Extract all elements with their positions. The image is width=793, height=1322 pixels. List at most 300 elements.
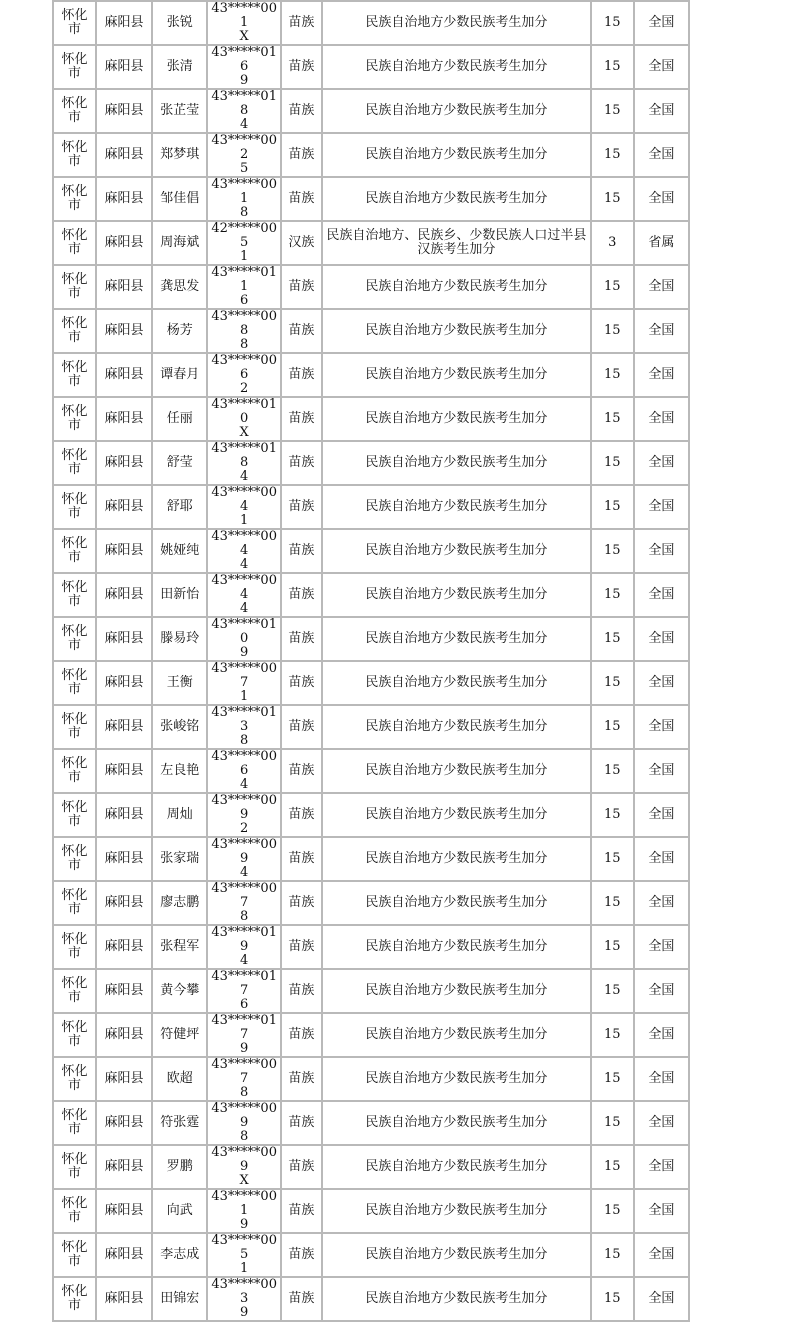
id-line-1: 43*****001 — [211, 1, 277, 30]
county-cell: 麻阳县 — [96, 925, 152, 969]
id-cell — [207, 309, 281, 353]
scope-cell: 全国 — [634, 705, 689, 749]
id-cell — [207, 441, 281, 485]
scope-cell: 全国 — [634, 1233, 689, 1277]
city-line-2: 市 — [67, 242, 81, 257]
name-cell: 郑梦琪 — [152, 133, 207, 177]
city-line-2: 市 — [67, 1254, 81, 1269]
table-row — [53, 573, 689, 617]
id-line-2: 1 — [240, 249, 249, 264]
scope-cell: 全国 — [634, 1057, 689, 1101]
points-cell: 3 — [591, 221, 634, 265]
city-line-2: 市 — [67, 858, 81, 873]
city-line-2: 市 — [67, 1298, 81, 1313]
name-cell: 邹佳倡 — [152, 177, 207, 221]
city-line-2: 市 — [67, 814, 81, 829]
id-line-1: 43*****007 — [211, 1057, 277, 1086]
bonus-item-cell: 民族自治地方少数民族考生加分 — [322, 573, 591, 617]
city-cell — [53, 837, 96, 881]
city-cell — [53, 89, 96, 133]
id-cell — [207, 1013, 281, 1057]
points-cell: 15 — [591, 617, 634, 661]
id-cell — [207, 705, 281, 749]
ethnicity-cell: 苗族 — [281, 265, 322, 309]
id-line-2: 9 — [240, 73, 249, 88]
table-row — [53, 45, 689, 89]
ethnicity-cell: 苗族 — [281, 969, 322, 1013]
scope-cell: 全国 — [634, 749, 689, 793]
city-line-2: 市 — [67, 726, 81, 741]
id-line-2: 8 — [240, 205, 249, 220]
scope-cell: 全国 — [634, 89, 689, 133]
name-cell: 张峻铭 — [152, 705, 207, 749]
city-line-2: 市 — [67, 330, 81, 345]
county-cell: 麻阳县 — [96, 89, 152, 133]
id-line-2: 2 — [240, 821, 249, 836]
bonus-item-cell: 民族自治地方少数民族考生加分 — [322, 265, 591, 309]
city-line-1: 怀化 — [61, 1240, 88, 1255]
bonus-item-cell: 民族自治地方少数民族考生加分 — [322, 749, 591, 793]
city-line-1: 怀化 — [61, 888, 88, 903]
bonus-item-cell: 民族自治地方少数民族考生加分 — [322, 705, 591, 749]
bonus-item-cell: 民族自治地方少数民族考生加分 — [322, 89, 591, 133]
table-row — [53, 177, 689, 221]
county-cell: 麻阳县 — [96, 265, 152, 309]
name-cell: 符张霆 — [152, 1101, 207, 1145]
id-line-1: 43*****019 — [211, 925, 277, 954]
points-cell: 15 — [591, 309, 634, 353]
name-cell: 舒莹 — [152, 441, 207, 485]
id-cell — [207, 353, 281, 397]
id-cell — [207, 89, 281, 133]
ethnicity-cell: 苗族 — [281, 925, 322, 969]
ethnicity-cell: 苗族 — [281, 1101, 322, 1145]
ethnicity-cell: 苗族 — [281, 1145, 322, 1189]
county-cell: 麻阳县 — [96, 1233, 152, 1277]
county-cell: 麻阳县 — [96, 441, 152, 485]
scope-cell: 全国 — [634, 441, 689, 485]
county-cell: 麻阳县 — [96, 1189, 152, 1233]
city-cell — [53, 881, 96, 925]
id-line-1: 43*****001 — [211, 1189, 277, 1218]
id-line-2: 5 — [240, 161, 249, 176]
table-row — [53, 705, 689, 749]
points-cell: 15 — [591, 1277, 634, 1321]
county-cell: 麻阳县 — [96, 881, 152, 925]
city-line-1: 怀化 — [61, 1284, 88, 1299]
city-cell — [53, 1, 96, 45]
table-row — [53, 441, 689, 485]
ethnicity-cell: 苗族 — [281, 881, 322, 925]
id-line-2: 8 — [240, 733, 249, 748]
scope-cell: 全国 — [634, 1101, 689, 1145]
scope-cell: 全国 — [634, 1, 689, 45]
id-cell — [207, 485, 281, 529]
id-line-2: 8 — [240, 337, 249, 352]
city-cell — [53, 265, 96, 309]
name-cell: 王衡 — [152, 661, 207, 705]
table-row — [53, 89, 689, 133]
points-cell: 15 — [591, 1, 634, 45]
city-cell — [53, 969, 96, 1013]
county-cell: 麻阳县 — [96, 45, 152, 89]
table-row — [53, 617, 689, 661]
id-line-1: 43*****017 — [211, 969, 277, 998]
id-cell — [207, 969, 281, 1013]
table-row — [53, 925, 689, 969]
id-cell — [207, 1101, 281, 1145]
id-line-1: 43*****004 — [211, 529, 277, 558]
bonus-item-cell: 民族自治地方少数民族考生加分 — [322, 969, 591, 1013]
points-cell: 15 — [591, 925, 634, 969]
table-row — [53, 1101, 689, 1145]
ethnicity-cell: 苗族 — [281, 661, 322, 705]
points-cell: 15 — [591, 837, 634, 881]
table-row — [53, 793, 689, 837]
table-row — [53, 353, 689, 397]
table-row — [53, 221, 689, 265]
city-line-1: 怀化 — [61, 668, 88, 683]
city-line-1: 怀化 — [61, 492, 88, 507]
name-cell: 周灿 — [152, 793, 207, 837]
points-cell: 15 — [591, 265, 634, 309]
county-cell: 麻阳县 — [96, 485, 152, 529]
city-line-1: 怀化 — [61, 1020, 88, 1035]
bonus-item-cell: 民族自治地方少数民族考生加分 — [322, 353, 591, 397]
points-cell: 15 — [591, 1189, 634, 1233]
city-cell — [53, 793, 96, 837]
id-line-2: 9 — [240, 1041, 249, 1056]
id-line-2: 1 — [240, 1261, 249, 1276]
scope-cell: 全国 — [634, 661, 689, 705]
table-row — [53, 661, 689, 705]
city-cell — [53, 1189, 96, 1233]
name-cell: 张清 — [152, 45, 207, 89]
city-line-2: 市 — [67, 1078, 81, 1093]
bonus-item-cell: 民族自治地方少数民族考生加分 — [322, 1189, 591, 1233]
points-cell: 15 — [591, 45, 634, 89]
table-row — [53, 309, 689, 353]
points-cell: 15 — [591, 529, 634, 573]
city-line-2: 市 — [67, 550, 81, 565]
city-line-1: 怀化 — [61, 184, 88, 199]
scope-cell: 全国 — [634, 177, 689, 221]
id-line-1: 43*****008 — [211, 309, 277, 338]
ethnicity-cell: 苗族 — [281, 1233, 322, 1277]
table-row — [53, 837, 689, 881]
county-cell: 麻阳县 — [96, 1013, 152, 1057]
bonus-item-cell: 民族自治地方少数民族考生加分 — [322, 925, 591, 969]
id-line-2: 8 — [240, 1085, 249, 1100]
city-line-1: 怀化 — [61, 1108, 88, 1123]
id-line-1: 43*****010 — [211, 617, 277, 646]
city-line-2: 市 — [67, 1166, 81, 1181]
ethnicity-cell: 苗族 — [281, 485, 322, 529]
bonus-item-cell: 民族自治地方少数民族考生加分 — [322, 309, 591, 353]
ethnicity-cell: 苗族 — [281, 793, 322, 837]
points-cell: 15 — [591, 1233, 634, 1277]
city-line-1: 怀化 — [61, 1152, 88, 1167]
county-cell: 麻阳县 — [96, 661, 152, 705]
id-line-2: 4 — [240, 557, 249, 572]
county-cell: 麻阳县 — [96, 573, 152, 617]
bonus-item-cell: 民族自治地方少数民族考生加分 — [322, 1057, 591, 1101]
bonus-item-cell: 民族自治地方少数民族考生加分 — [322, 133, 591, 177]
county-cell: 麻阳县 — [96, 529, 152, 573]
id-line-1: 43*****002 — [211, 133, 277, 162]
bonus-item-cell: 民族自治地方少数民族考生加分 — [322, 1277, 591, 1321]
county-cell: 麻阳县 — [96, 221, 152, 265]
id-line-2: 9 — [240, 1305, 249, 1320]
scope-cell: 省属 — [634, 221, 689, 265]
id-cell — [207, 661, 281, 705]
scope-cell: 全国 — [634, 265, 689, 309]
id-line-2: X — [239, 1173, 249, 1188]
table-body — [53, 1, 689, 1321]
name-cell: 龚思发 — [152, 265, 207, 309]
points-cell: 15 — [591, 133, 634, 177]
scope-cell: 全国 — [634, 1013, 689, 1057]
city-line-2: 市 — [67, 1034, 81, 1049]
table-row — [53, 1189, 689, 1233]
id-cell — [207, 749, 281, 793]
id-line-1: 43*****003 — [211, 1277, 277, 1306]
ethnicity-cell: 苗族 — [281, 837, 322, 881]
city-line-1: 怀化 — [61, 712, 88, 727]
city-line-1: 怀化 — [61, 316, 88, 331]
id-line-1: 43*****007 — [211, 881, 277, 910]
bonus-item-cell: 民族自治地方少数民族考生加分 — [322, 529, 591, 573]
id-line-1: 43*****010 — [211, 397, 277, 426]
name-cell: 舒耶 — [152, 485, 207, 529]
scope-cell: 全国 — [634, 617, 689, 661]
roster-sheet — [52, 0, 690, 1322]
name-cell: 周海斌 — [152, 221, 207, 265]
table-row — [53, 749, 689, 793]
ethnicity-cell: 苗族 — [281, 1277, 322, 1321]
city-line-1: 怀化 — [61, 52, 88, 67]
points-cell: 15 — [591, 1101, 634, 1145]
name-cell: 谭春月 — [152, 353, 207, 397]
id-cell — [207, 793, 281, 837]
city-line-2: 市 — [67, 418, 81, 433]
id-cell — [207, 221, 281, 265]
name-cell: 向武 — [152, 1189, 207, 1233]
city-cell — [53, 45, 96, 89]
points-cell: 15 — [591, 485, 634, 529]
bonus-item-cell: 民族自治地方少数民族考生加分 — [322, 1233, 591, 1277]
id-line-2: 2 — [240, 381, 249, 396]
ethnicity-cell: 苗族 — [281, 177, 322, 221]
id-cell — [207, 837, 281, 881]
bonus-item-cell: 民族自治地方少数民族考生加分 — [322, 397, 591, 441]
city-cell — [53, 1057, 96, 1101]
bonus-item-cell: 民族自治地方少数民族考生加分 — [322, 1, 591, 45]
bonus-item-cell: 民族自治地方少数民族考生加分 — [322, 881, 591, 925]
city-cell — [53, 925, 96, 969]
id-line-2: 4 — [240, 117, 249, 132]
points-cell: 15 — [591, 1013, 634, 1057]
county-cell: 麻阳县 — [96, 309, 152, 353]
id-line-1: 43*****001 — [211, 177, 277, 206]
city-line-2: 市 — [67, 66, 81, 81]
id-line-2: 9 — [240, 1217, 249, 1232]
county-cell: 麻阳县 — [96, 397, 152, 441]
city-cell — [53, 1101, 96, 1145]
city-cell — [53, 617, 96, 661]
id-cell — [207, 397, 281, 441]
points-cell: 15 — [591, 89, 634, 133]
id-cell — [207, 133, 281, 177]
name-cell: 张锐 — [152, 1, 207, 45]
id-cell — [207, 1, 281, 45]
name-cell: 张程军 — [152, 925, 207, 969]
bonus-item-cell: 民族自治地方少数民族考生加分 — [322, 793, 591, 837]
id-line-1: 43*****009 — [211, 1145, 277, 1174]
city-line-2: 市 — [67, 946, 81, 961]
points-cell: 15 — [591, 661, 634, 705]
county-cell: 麻阳县 — [96, 969, 152, 1013]
scope-cell: 全国 — [634, 837, 689, 881]
city-line-2: 市 — [67, 1122, 81, 1137]
bonus-item-cell: 民族自治地方少数民族考生加分 — [322, 45, 591, 89]
table-row — [53, 1145, 689, 1189]
ethnicity-cell: 苗族 — [281, 705, 322, 749]
name-cell: 罗鹏 — [152, 1145, 207, 1189]
city-line-1: 怀化 — [61, 536, 88, 551]
county-cell: 麻阳县 — [96, 793, 152, 837]
city-cell — [53, 1233, 96, 1277]
county-cell: 麻阳县 — [96, 837, 152, 881]
county-cell: 麻阳县 — [96, 705, 152, 749]
table-row — [53, 1277, 689, 1321]
city-line-1: 怀化 — [61, 448, 88, 463]
city-line-2: 市 — [67, 286, 81, 301]
name-cell: 李志成 — [152, 1233, 207, 1277]
scope-cell: 全国 — [634, 529, 689, 573]
county-cell: 麻阳县 — [96, 1057, 152, 1101]
city-line-1: 怀化 — [61, 96, 88, 111]
county-cell: 麻阳县 — [96, 177, 152, 221]
city-line-1: 怀化 — [61, 404, 88, 419]
table-row — [53, 1, 689, 45]
scope-cell: 全国 — [634, 397, 689, 441]
city-line-2: 市 — [67, 594, 81, 609]
name-cell: 杨芳 — [152, 309, 207, 353]
city-line-2: 市 — [67, 1210, 81, 1225]
points-cell: 15 — [591, 749, 634, 793]
ethnicity-cell: 苗族 — [281, 1013, 322, 1057]
bonus-item-cell: 民族自治地方少数民族考生加分 — [322, 1101, 591, 1145]
id-cell — [207, 265, 281, 309]
id-cell — [207, 177, 281, 221]
points-cell: 15 — [591, 969, 634, 1013]
ethnicity-cell: 苗族 — [281, 397, 322, 441]
city-cell — [53, 441, 96, 485]
city-cell — [53, 177, 96, 221]
id-line-1: 43*****005 — [211, 1233, 277, 1262]
table-row — [53, 265, 689, 309]
name-cell: 滕易玲 — [152, 617, 207, 661]
county-cell: 麻阳县 — [96, 749, 152, 793]
points-cell: 15 — [591, 705, 634, 749]
table-row — [53, 1057, 689, 1101]
scope-cell: 全国 — [634, 353, 689, 397]
city-cell — [53, 529, 96, 573]
points-cell: 15 — [591, 793, 634, 837]
id-line-2: X — [239, 425, 249, 440]
ethnicity-cell: 苗族 — [281, 133, 322, 177]
city-cell — [53, 221, 96, 265]
id-cell — [207, 1057, 281, 1101]
id-cell — [207, 573, 281, 617]
id-line-1: 42*****005 — [211, 221, 277, 250]
id-line-1: 43*****009 — [211, 793, 277, 822]
city-line-2: 市 — [67, 22, 81, 37]
city-line-2: 市 — [67, 902, 81, 917]
name-cell: 田锦宏 — [152, 1277, 207, 1321]
county-cell: 麻阳县 — [96, 1277, 152, 1321]
bonus-item-cell: 民族自治地方少数民族考生加分 — [322, 617, 591, 661]
bonus-item-cell: 民族自治地方少数民族考生加分 — [322, 661, 591, 705]
bonus-item-cell: 民族自治地方少数民族考生加分 — [322, 441, 591, 485]
name-cell: 田新怡 — [152, 573, 207, 617]
ethnicity-cell: 苗族 — [281, 1057, 322, 1101]
scope-cell: 全国 — [634, 1277, 689, 1321]
table-row — [53, 969, 689, 1013]
points-cell: 15 — [591, 881, 634, 925]
city-line-1: 怀化 — [61, 360, 88, 375]
city-line-2: 市 — [67, 990, 81, 1005]
id-cell — [207, 617, 281, 661]
scope-cell: 全国 — [634, 309, 689, 353]
points-cell: 15 — [591, 177, 634, 221]
name-cell: 黄今攀 — [152, 969, 207, 1013]
county-cell: 麻阳县 — [96, 617, 152, 661]
table-row — [53, 485, 689, 529]
city-line-1: 怀化 — [61, 1064, 88, 1079]
name-cell: 符健坪 — [152, 1013, 207, 1057]
id-line-2: 4 — [240, 777, 249, 792]
points-cell: 15 — [591, 1057, 634, 1101]
county-cell: 麻阳县 — [96, 1, 152, 45]
scope-cell: 全国 — [634, 1189, 689, 1233]
id-line-1: 43*****004 — [211, 573, 277, 602]
table-row — [53, 881, 689, 925]
bonus-item-cell: 民族自治地方少数民族考生加分 — [322, 177, 591, 221]
name-cell: 左良艳 — [152, 749, 207, 793]
id-line-1: 43*****007 — [211, 661, 277, 690]
id-cell — [207, 1189, 281, 1233]
city-cell — [53, 397, 96, 441]
id-line-1: 43*****018 — [211, 441, 277, 470]
id-line-2: 6 — [240, 293, 249, 308]
city-cell — [53, 133, 96, 177]
city-line-2: 市 — [67, 154, 81, 169]
ethnicity-cell: 苗族 — [281, 441, 322, 485]
scope-cell: 全国 — [634, 133, 689, 177]
city-cell — [53, 1145, 96, 1189]
name-cell: 廖志鹏 — [152, 881, 207, 925]
id-line-2: 8 — [240, 909, 249, 924]
bonus-item-cell: 民族自治地方、民族乡、少数民族人口过半县汉族考生加分 — [322, 221, 591, 265]
id-line-2: 1 — [240, 513, 249, 528]
bonus-item-cell: 民族自治地方少数民族考生加分 — [322, 837, 591, 881]
scope-cell: 全国 — [634, 793, 689, 837]
scope-cell: 全国 — [634, 573, 689, 617]
points-cell: 15 — [591, 441, 634, 485]
city-line-1: 怀化 — [61, 844, 88, 859]
